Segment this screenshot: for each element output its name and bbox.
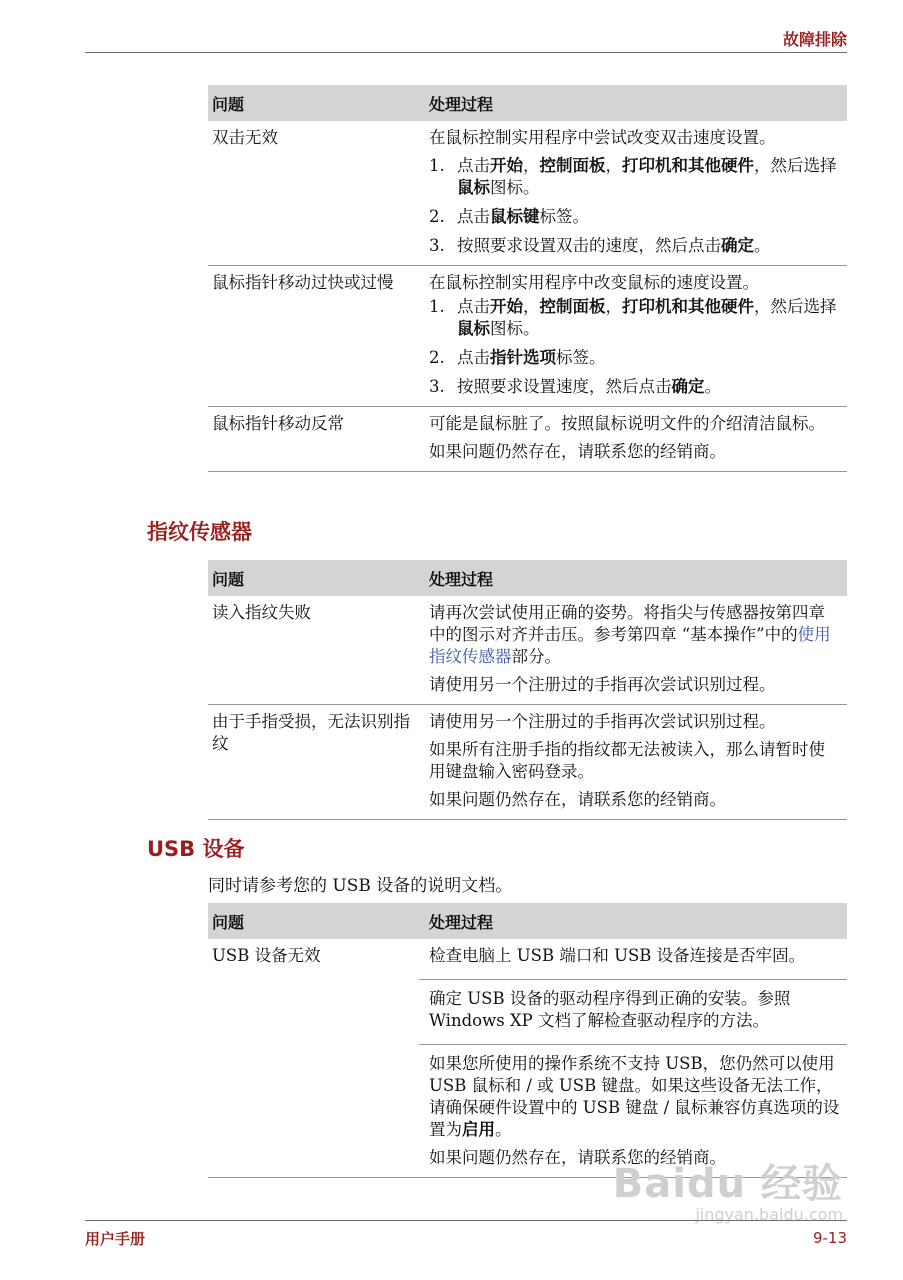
procedure-intro: 在鼠标控制实用程序中改变鼠标的速度设置。 <box>429 273 759 292</box>
procedure-cell <box>419 596 847 705</box>
list-item <box>429 296 841 340</box>
column-header-problem: 问题 <box>208 85 419 121</box>
step-list <box>429 155 841 257</box>
table-row <box>208 705 847 820</box>
procedure-cell <box>419 121 847 266</box>
menu-keyword: 确定 <box>671 377 705 396</box>
procedure-step: 检查电脑上 USB 端口和 USB 设备连接是否牢固。 <box>429 946 806 965</box>
problem-cell: USB 设备无效 <box>208 939 419 1178</box>
problem-cell: 读入指纹失败 <box>208 596 419 705</box>
fingerprint-sensor-link[interactable]: 使用指纹传感器 <box>429 625 831 666</box>
setting-keyword: 启用 <box>462 1120 495 1139</box>
table-header-row <box>208 85 847 121</box>
procedure-paragraph: 如果问题仍然存在，请联系您的经销商。 <box>429 1148 726 1167</box>
procedure-paragraph <box>429 602 841 668</box>
menu-keyword: 鼠标键 <box>490 207 540 226</box>
procedure-paragraph: 如果问题仍然存在，请联系您的经销商。 <box>429 790 726 809</box>
procedure-paragraph: 如果问题仍然存在，请联系您的经销商。 <box>429 442 726 461</box>
column-header-problem: 问题 <box>208 560 419 596</box>
procedure-text: 如果您所使用的操作系统不支持 USB，您仍然可以使用 USB 鼠标和 / 或 USB 键盘。如果这些设备无法工作，请确保硬件设置中的 USB 键盘 / 鼠标兼容仿真选项的设置为 <box>429 1054 840 1139</box>
list-item <box>429 206 841 228</box>
step-text: 按照要求设置双击的速度，然后点击 <box>457 236 721 255</box>
menu-keyword: 鼠标 <box>457 178 490 197</box>
page-header-title: 故障排除 <box>782 30 847 49</box>
step-text: 点击 <box>457 297 490 316</box>
step-text: 点击 <box>457 156 490 175</box>
header-divider <box>85 52 847 53</box>
problem-cell: 双击无效 <box>208 121 419 266</box>
procedure-text: 部分。 <box>511 647 561 666</box>
step-text: 标签。 <box>539 207 589 226</box>
section-heading-usb: USB 设备 <box>147 837 245 861</box>
table-row <box>208 266 847 407</box>
step-text: ， <box>523 297 540 316</box>
step-text: 。 <box>704 377 721 396</box>
procedure-paragraph: 请使用另一个注册过的手指再次尝试识别过程。 <box>429 675 776 694</box>
step-text: 图标。 <box>490 178 540 197</box>
menu-keyword: 开始 <box>490 156 523 175</box>
problem-cell: 鼠标指针移动反常 <box>208 407 419 472</box>
step-text: 按照要求设置速度，然后点击 <box>457 377 672 396</box>
page-number: 9-13 <box>812 1229 847 1247</box>
procedure-cell <box>419 266 847 407</box>
table-row <box>208 939 847 1178</box>
section-heading-fingerprint: 指纹传感器 <box>147 520 252 544</box>
step-number: 2. <box>429 207 445 226</box>
procedure-cell <box>419 705 847 820</box>
step-number: 3. <box>429 377 445 396</box>
column-header-procedure: 处理过程 <box>419 560 847 596</box>
procedure-paragraph <box>429 1053 841 1141</box>
mouse-trouble-table <box>208 85 847 472</box>
step-list <box>429 296 841 398</box>
list-item <box>429 155 841 199</box>
column-header-problem: 问题 <box>208 903 419 939</box>
watermark-url: jingyan.baidu.com <box>695 1205 843 1224</box>
step-text: ， <box>605 297 622 316</box>
watermark-logo-text: Baidu 经验 <box>612 1161 843 1207</box>
problem-cell: 鼠标指针移动过快或过慢 <box>208 266 419 407</box>
procedure-step: 确定 USB 设备的驱动程序得到正确的安装。参照 Windows XP 文档了解检查驱动程序的方法。 <box>419 979 847 1038</box>
footer-manual-title: 用户手册 <box>85 1230 146 1248</box>
table-row <box>208 121 847 266</box>
step-text: ，然后选择 <box>754 297 837 316</box>
menu-keyword: 鼠标 <box>457 319 490 338</box>
step-number: 1. <box>429 156 445 175</box>
step-text: ， <box>605 156 622 175</box>
procedure-intro: 在鼠标控制实用程序中尝试改变双击速度设置。 <box>429 128 776 147</box>
problem-cell: 由于手指受损，无法识别指纹 <box>208 705 419 820</box>
menu-keyword: 开始 <box>490 297 523 316</box>
menu-keyword: 控制面板 <box>539 156 606 175</box>
step-number: 1. <box>429 297 445 316</box>
usb-trouble-table <box>208 903 847 1178</box>
procedure-step <box>419 1044 847 1169</box>
step-text: 点击 <box>457 348 490 367</box>
procedure-cell <box>419 407 847 472</box>
list-item <box>429 347 841 369</box>
footer-divider <box>85 1220 847 1221</box>
step-text: 点击 <box>457 207 490 226</box>
menu-keyword: 打印机和其他硬件 <box>622 297 754 316</box>
usb-intro-text: 同时请参考您的 USB 设备的说明文档。 <box>208 876 513 896</box>
menu-keyword: 指针选项 <box>490 348 556 367</box>
menu-keyword: 控制面板 <box>539 297 606 316</box>
procedure-text: 请再次尝试使用正确的姿势。将指尖与传感器按第四章中的图示对齐并击压。参考第四章 “基本操作”中的 <box>429 603 825 644</box>
table-row <box>208 596 847 705</box>
step-text: 标签。 <box>556 348 606 367</box>
procedure-text: 。 <box>495 1120 512 1139</box>
table-header-row <box>208 903 847 939</box>
menu-keyword: 打印机和其他硬件 <box>622 156 754 175</box>
list-item <box>429 235 841 257</box>
table-header-row <box>208 560 847 596</box>
step-text: ， <box>523 156 540 175</box>
column-header-procedure: 处理过程 <box>419 903 847 939</box>
procedure-paragraph: 可能是鼠标脏了。按照鼠标说明文件的介绍清洁鼠标。 <box>429 414 825 433</box>
table-row <box>208 407 847 472</box>
step-text: ，然后选择 <box>754 156 837 175</box>
menu-keyword: 确定 <box>721 236 754 255</box>
step-number: 3. <box>429 236 445 255</box>
procedure-cell <box>419 939 847 1178</box>
step-text: 图标。 <box>490 319 540 338</box>
step-text: 。 <box>754 236 771 255</box>
step-number: 2. <box>429 348 445 367</box>
baidu-watermark <box>613 1152 843 1224</box>
procedure-paragraph: 请使用另一个注册过的手指再次尝试识别过程。 <box>429 712 776 731</box>
procedure-paragraph: 如果所有注册手指的指纹都无法被读入，那么请暂时使用键盘输入密码登录。 <box>429 740 825 781</box>
list-item <box>429 376 841 398</box>
column-header-procedure: 处理过程 <box>419 85 847 121</box>
fingerprint-trouble-table <box>208 560 847 820</box>
